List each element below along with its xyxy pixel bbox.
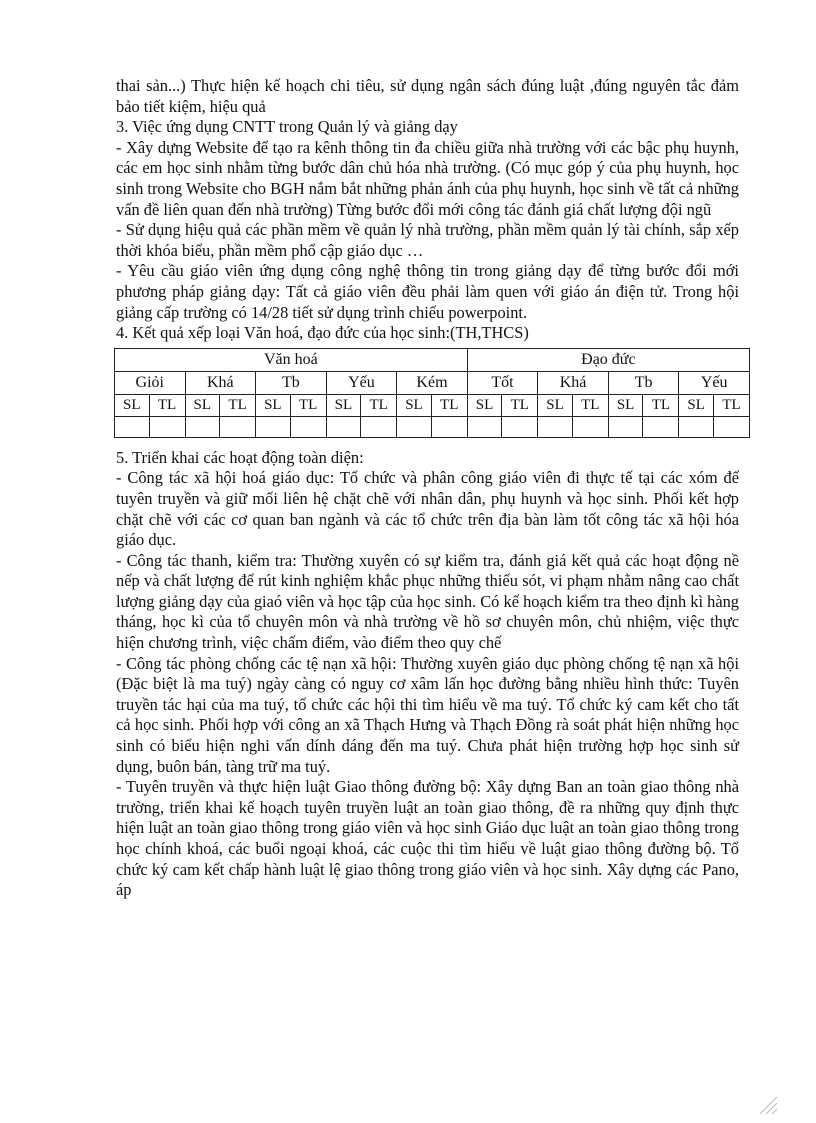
- col-header-kha-daoduc: Khá: [538, 371, 609, 394]
- sl-cell: SL: [326, 394, 361, 416]
- empty-cell: [538, 416, 573, 437]
- empty-cell: [326, 416, 361, 437]
- empty-cell: [149, 416, 185, 437]
- paragraph-traffic-law: - Tuyên truyền và thực hiện luật Giao thông đường bộ: Xây dựng Ban an toàn giao thông nhà trường, triển khai kế hoạch tuyên truyền luật an toàn giao thông, đề ra những quy định thực hiện luật an toàn giao thông trong giáo viên và học sinh Giáo dục luật an toàn giao thông trong học chính khoá, các buổi ngoại khoá, các cuộc thi tìm hiểu về luật giao thông đường bộ. Tổ chức ký cam kết chấp hành luật lệ giao thông trong giáo viên và học sinh. Xây dựng các Pano, áp: [116, 777, 739, 900]
- tl-cell: TL: [713, 394, 749, 416]
- sl-cell: SL: [679, 394, 714, 416]
- empty-cell: [256, 416, 291, 437]
- empty-cell: [115, 416, 150, 437]
- paragraph-inspection: - Công tác thanh, kiểm tra: Thường xuyên có sự kiểm tra, đánh giá kết quả các hoạt động nề nếp và chất lượng để rút kinh nghiệm khắc phục những thiếu sót, vi phạm nhằm nâng cao chất lượng giảng dạy của giaó viên và học tập của học sinh. Có kế hoạch kiểm tra theo định kì hàng tháng, học kì của tổ chuyên môn và nhà trường về hồ sơ chuyên môn, chủ nhiệm, việc thực hiện chương trình, việc chấm điểm, vào điểm theo quy chế: [116, 550, 739, 653]
- sl-cell: SL: [397, 394, 432, 416]
- sl-cell: SL: [115, 394, 150, 416]
- paragraph-software: - Sử dụng hiệu quả các phần mềm về quản lý nhà trường, phần mềm quản lý tài chính, sắp xếp thời khóa biểu, phần mềm phổ cập giáo dục …: [116, 220, 739, 260]
- empty-cell: [679, 416, 714, 437]
- col-header-tot: Tốt: [467, 371, 538, 394]
- sl-cell: SL: [608, 394, 643, 416]
- sl-cell: SL: [256, 394, 291, 416]
- tl-cell: TL: [643, 394, 679, 416]
- empty-cell: [185, 416, 220, 437]
- col-header-yeu: Yếu: [326, 371, 397, 394]
- page-corner-mark: [760, 1097, 778, 1115]
- tl-cell: TL: [431, 394, 467, 416]
- paragraph-budget: thai sản...) Thực hiện kế hoạch chi tiêu, sử dụng ngân sách đúng luật ,đúng nguyên tắc đảm bảo tiết kiệm, hiệu quả: [116, 76, 739, 116]
- paragraph-socialization: - Công tác xã hội hoá giáo dục: Tổ chức và phân công giáo viên đi thực tế tại các xóm để tuyên truyền và giữ mối liên hệ chặt chẽ với nhân dân, phụ huynh và học sinh. Phối kết hợp chặt chẽ với các cơ quan ban ngành và các tổ chức trên địa bàn làm tốt công tác xã hội hóa giáo dục.: [116, 468, 739, 550]
- sl-cell: SL: [538, 394, 573, 416]
- empty-cell: [467, 416, 502, 437]
- group-header-daoduc: Đạo đức: [467, 348, 749, 371]
- empty-cell: [290, 416, 326, 437]
- empty-cell: [397, 416, 432, 437]
- document-page: [116, 76, 739, 901]
- col-header-gioi: Giỏi: [115, 371, 186, 394]
- empty-cell: [431, 416, 467, 437]
- tl-cell: TL: [220, 394, 256, 416]
- col-header-yeu-daoduc: Yếu: [679, 371, 750, 394]
- empty-cell: [220, 416, 256, 437]
- tl-cell: TL: [290, 394, 326, 416]
- col-header-kem: Kém: [397, 371, 468, 394]
- sl-tl-row: [115, 394, 750, 416]
- empty-data-row: [115, 416, 750, 437]
- paragraph-teacher-it: - Yêu cầu giáo viên ứng dụng công nghệ thông tin trong giảng dạy để từng bước đổi mới phương pháp giảng dạy: Tất cả giáo viên đều phải làm quen với giáo án điện tử. Trong hội giảng cấp trường có 14/28 tiết sử dụng trình chiếu powerpoint.: [116, 261, 739, 322]
- tl-cell: TL: [502, 394, 538, 416]
- empty-cell: [608, 416, 643, 437]
- paragraph-social-evils: - Công tác phòng chống các tệ nạn xã hội: Thường xuyên giáo dục phòng chống tệ nạn xã hội (Đặc biệt là ma tuý) ngày càng có nguy cơ xâm lấn học đường bằng nhiều hình thức: Tuyên truyền tác hại của ma tuý, tổ chức các hội thi tìm hiểu về ma tuý. Tổ chức ký cam kết cho tất cả học sinh. Phối hợp với công an xã Thạch Hưng và Thạch Đồng rà soát phát hiện những học sinh có biểu hiện nghi vấn dính dáng đến ma tuý. Chưa phát hiện trường hợp học sinh sử dụng, buôn bán, tàng trữ ma tuý.: [116, 653, 739, 776]
- empty-cell: [643, 416, 679, 437]
- empty-cell: [361, 416, 397, 437]
- group-header-vanhoa: Văn hoá: [115, 348, 468, 371]
- col-header-kha: Khá: [185, 371, 256, 394]
- empty-cell: [713, 416, 749, 437]
- tl-cell: TL: [572, 394, 608, 416]
- empty-cell: [572, 416, 608, 437]
- grades-table: [114, 348, 750, 438]
- tl-cell: TL: [361, 394, 397, 416]
- paragraph-website: - Xây dựng Website để tạo ra kênh thông tin đa chiều giữa nhà trường với các bậc phụ huynh, các em học sinh nhằm từng bước dân chủ hóa nhà trường. (Có mục góp ý của phụ huynh, học sinh trong Website cho BGH nắm bắt những phản ánh của phụ huynh, học sinh về tất cả những vấn đề liên quan đến nhà trường) Từng bước đổi mới công tác đánh giá chất lượng đội ngũ: [116, 137, 739, 219]
- tl-cell: TL: [149, 394, 185, 416]
- sl-cell: SL: [185, 394, 220, 416]
- sl-cell: SL: [467, 394, 502, 416]
- heading-comprehensive-activities: 5. Triển khai các hoạt động toàn diện:: [116, 447, 364, 467]
- col-header-tb-daoduc: Tb: [608, 371, 679, 394]
- heading-grade-results: 4. Kết quả xếp loại Văn hoá, đạo đức của học sinh:(TH,THCS): [116, 323, 529, 343]
- empty-cell: [502, 416, 538, 437]
- col-header-tb: Tb: [256, 371, 327, 394]
- heading-it-application: 3. Việc ứng dụng CNTT trong Quản lý và giảng dạy: [116, 117, 458, 137]
